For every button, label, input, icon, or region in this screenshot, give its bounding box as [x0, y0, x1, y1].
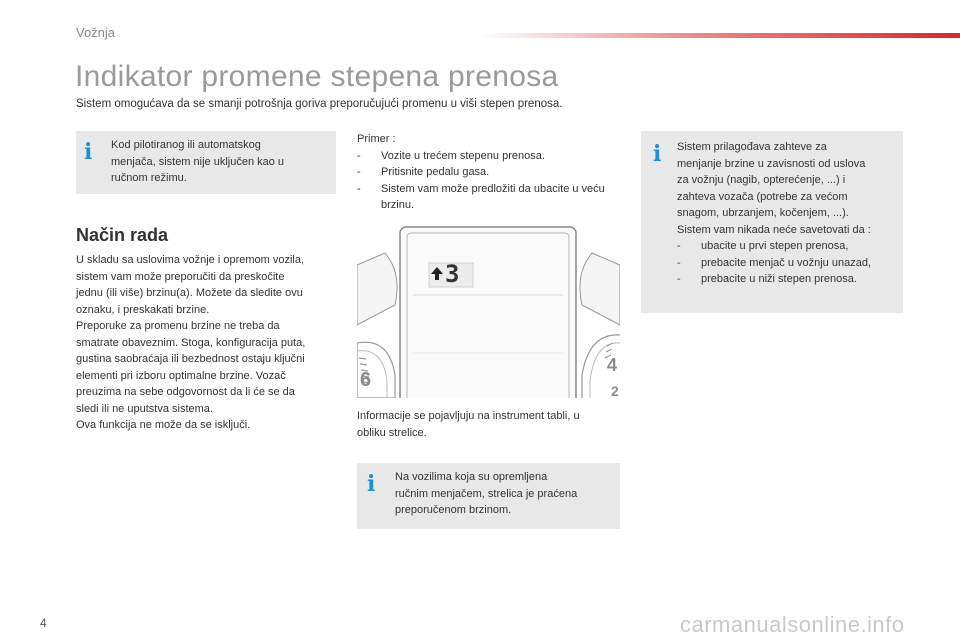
- info-note-system-adapts: [641, 131, 903, 313]
- left-dial-number: 6: [360, 369, 372, 391]
- example-block: [357, 131, 622, 214]
- info-note-pilot-gearbox: [76, 131, 336, 194]
- page-subtitle: Sistem omogućava da se smanji potrošnja goriva preporučujući promenu u viši stepen prenosa.: [76, 98, 563, 110]
- info-icon: i: [367, 471, 376, 497]
- info-note-manual-gearbox: [357, 463, 620, 529]
- info-note-text: Na vozilima koja su opremljena ručnim menjačem, strelica je praćena preporučenom brzinom.: [395, 471, 578, 516]
- section-heading-nacin-rada: Način rada: [76, 225, 169, 245]
- info-icon: i: [653, 141, 662, 167]
- never-advise-list: [677, 238, 901, 288]
- header-accent-bar: [480, 33, 960, 38]
- info-icon: i: [84, 139, 93, 165]
- gear-display-digit: 3: [445, 260, 460, 288]
- list-item: - prebacite menjač u vožnju unazad,: [677, 255, 901, 272]
- section-label: Vožnja: [76, 25, 116, 40]
- list-item: - ubacite u prvi stepen prenosa,: [677, 238, 901, 255]
- example-label: Primer :: [357, 133, 396, 145]
- page-number: 4: [40, 616, 47, 630]
- watermark: carmanualsonline.info: [680, 612, 905, 637]
- info-note-text: Sistem prilagođava zahteve za menjanje brzine u zavisnosti od uslova za vožnju (nagib, opterećenje, ...) i zahteva vozača (potrebe za većom snagom, ubrzanjem, kočenjem, ...). Sistem vam nikada neće savetovati da : - ubacite u prvi stepen prenosa, - prebacite menjač u vožnju unazad, - prebacite u niži stepen prenosa.: [677, 139, 901, 288]
- right-dial-number-partial: 2: [611, 383, 619, 398]
- example-list: [357, 148, 622, 214]
- page-title: Indikator promene stepena prenosa: [75, 60, 559, 93]
- list-item: - prebacite u niži stepen prenosa.: [677, 271, 901, 288]
- info-note-text: Kod pilotiranog ili automatskog menjača, sistem nije uključen kao u ručnom režimu.: [111, 139, 285, 184]
- cluster-caption: Informacije se pojavljuju na instrument tabli, u obliku strelice.: [357, 410, 580, 439]
- instrument-cluster-illustration: [357, 225, 620, 398]
- list-item: - Vozite u trećem stepenu prenosa.: [357, 148, 622, 165]
- list-item: - Sistem vam može predložiti da ubacite u veću brzinu.: [357, 181, 622, 214]
- right-dial-number: 4: [607, 355, 618, 375]
- nacin-rada-paragraph: U skladu sa uslovima vožnje i opremom vozila, sistem vam može preporučiti da preskočite jednu (ili više) brzinu(a). Možete da sledite ovu oznaku, i preskakati brzine. Preporuke za promenu brzine ne treba da smatrate obaveznim. Stoga, konfiguracija puta, gustina saobraćaja ili bezbednost ostaju ključni elementi pri izboru optimalne brzine. Vozač preuzima na sebe odgovornost da li će se da sledi ili ne uputstva sistema. Ova funkcija ne može da se isključi.: [76, 254, 306, 431]
- list-item: - Pritisnite pedalu gasa.: [357, 164, 622, 181]
